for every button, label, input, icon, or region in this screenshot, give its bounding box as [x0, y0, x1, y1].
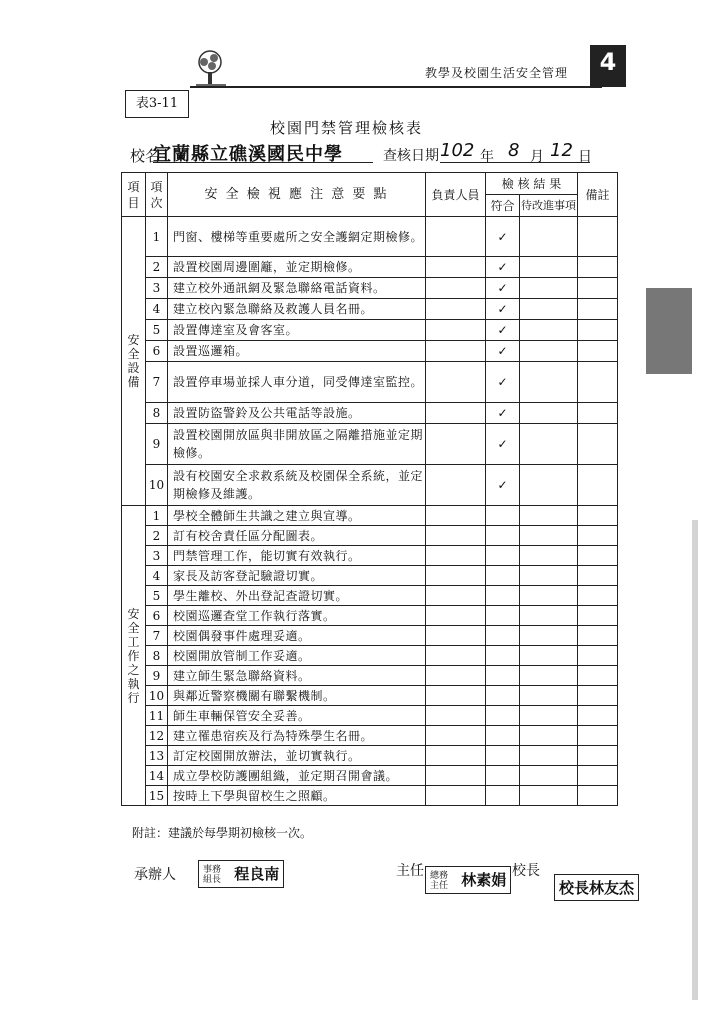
director-name: 林素娟	[461, 871, 507, 889]
pass-mark[interactable]	[486, 686, 520, 706]
table-row	[122, 666, 618, 686]
improve-cell[interactable]	[520, 299, 578, 320]
page-title: 校園門禁管理檢核表	[270, 119, 424, 137]
remark-cell[interactable]	[578, 341, 618, 362]
col-header-no: 項次	[146, 173, 168, 217]
item-number: 7	[146, 626, 168, 646]
item-text: 設置巡邏箱。	[168, 341, 426, 362]
remark-cell[interactable]	[578, 666, 618, 686]
item-text: 設有校園安全求救系統及校園保全系統，並定期檢修及維護。	[168, 465, 426, 506]
improve-cell[interactable]	[520, 465, 578, 506]
remark-cell[interactable]	[578, 257, 618, 278]
item-number: 1	[146, 217, 168, 257]
item-number: 2	[146, 257, 168, 278]
table-row	[122, 766, 618, 786]
responsible-cell[interactable]	[426, 424, 486, 465]
remark-cell[interactable]	[578, 506, 618, 526]
director-label: 主任	[396, 863, 424, 879]
responsible-cell[interactable]	[426, 626, 486, 646]
responsible-cell[interactable]	[426, 341, 486, 362]
responsible-cell[interactable]	[426, 403, 486, 424]
table-row	[122, 217, 618, 257]
remark-cell[interactable]	[578, 726, 618, 746]
date-underline	[440, 162, 590, 163]
item-number: 7	[146, 362, 168, 403]
director-stamp-title: 總務主任	[430, 871, 449, 891]
improve-cell[interactable]	[520, 341, 578, 362]
improve-cell[interactable]	[520, 546, 578, 566]
handler-stamp-title: 事務組長	[203, 865, 222, 885]
item-text: 校園偶發事件處理妥適。	[168, 626, 426, 646]
improve-cell[interactable]	[520, 506, 578, 526]
improve-cell[interactable]	[520, 320, 578, 341]
scan-edge-noise	[692, 520, 698, 1000]
item-text: 設置校園周邊圍籬，並定期檢修。	[168, 257, 426, 278]
item-number: 15	[146, 786, 168, 806]
year-unit: 年	[480, 149, 494, 165]
pass-mark[interactable]	[486, 726, 520, 746]
item-text: 設置校園開放區與非開放區之隔離措施並定期檢修。	[168, 424, 426, 465]
table-row	[122, 586, 618, 606]
table-row	[122, 706, 618, 726]
col-header-remark: 備註	[578, 173, 618, 217]
col-header-improve: 待改進事項	[520, 195, 578, 217]
col-header-responsible: 負責人員	[426, 173, 486, 217]
item-text: 校園巡邏查堂工作執行落實。	[168, 606, 426, 626]
col-header-result: 檢 核 結 果	[486, 173, 578, 195]
improve-cell[interactable]	[520, 403, 578, 424]
table-row	[122, 257, 618, 278]
day-unit: 日	[578, 149, 592, 165]
item-number: 12	[146, 726, 168, 746]
remark-cell[interactable]	[578, 766, 618, 786]
item-text: 建立校內緊急聯絡及救護人員名冊。	[168, 299, 426, 320]
item-text: 建立罹患宿疾及行為特殊學生名冊。	[168, 726, 426, 746]
pass-mark[interactable]: ✓	[486, 257, 520, 278]
improve-cell[interactable]	[520, 666, 578, 686]
item-number: 10	[146, 465, 168, 506]
responsible-cell[interactable]	[426, 465, 486, 506]
improve-cell[interactable]	[520, 278, 578, 299]
item-text: 門窗、樓梯等重要處所之安全護網定期檢修。	[168, 217, 426, 257]
item-number: 13	[146, 746, 168, 766]
pass-mark[interactable]: ✓	[486, 299, 520, 320]
table-row	[122, 506, 618, 526]
improve-cell[interactable]	[520, 686, 578, 706]
side-stamp	[646, 288, 692, 374]
tree-logo-icon	[190, 48, 230, 88]
table-row	[122, 403, 618, 424]
director-stamp	[425, 866, 511, 894]
responsible-cell[interactable]	[426, 746, 486, 766]
improve-cell[interactable]	[520, 606, 578, 626]
pass-mark[interactable]	[486, 606, 520, 626]
item-text: 師生車輛保管安全妥善。	[168, 706, 426, 726]
item-number: 4	[146, 299, 168, 320]
school-label: 校名	[130, 147, 161, 165]
table-row	[122, 786, 618, 806]
item-text: 設置停車場並採人車分道，同受傳達室監控。	[168, 362, 426, 403]
pass-mark[interactable]	[486, 666, 520, 686]
table-row	[122, 341, 618, 362]
pass-mark[interactable]	[486, 626, 520, 646]
item-number: 6	[146, 341, 168, 362]
item-number: 3	[146, 546, 168, 566]
item-number: 5	[146, 320, 168, 341]
handler-label: 承辦人	[134, 867, 176, 883]
item-text: 訂有校舍責任區分配圖表。	[168, 526, 426, 546]
category-cell: 安全工作之執行	[122, 506, 146, 806]
pass-mark[interactable]	[486, 506, 520, 526]
responsible-cell[interactable]	[426, 686, 486, 706]
table-row	[122, 746, 618, 766]
table-row	[122, 546, 618, 566]
remark-cell[interactable]	[578, 626, 618, 646]
item-text: 訂定校園開放辦法，並切實執行。	[168, 746, 426, 766]
improve-cell[interactable]	[520, 586, 578, 606]
improve-cell[interactable]	[520, 726, 578, 746]
remark-cell[interactable]	[578, 566, 618, 586]
responsible-cell[interactable]	[426, 706, 486, 726]
pass-mark[interactable]	[486, 646, 520, 666]
responsible-cell[interactable]	[426, 217, 486, 257]
table-row	[122, 465, 618, 506]
improve-cell[interactable]	[520, 257, 578, 278]
check-date-month: 8	[508, 140, 520, 161]
table-row	[122, 606, 618, 626]
table-row	[122, 726, 618, 746]
remark-cell[interactable]	[578, 526, 618, 546]
item-number: 1	[146, 506, 168, 526]
remark-cell[interactable]	[578, 746, 618, 766]
improve-cell[interactable]	[520, 526, 578, 546]
remark-cell[interactable]	[578, 278, 618, 299]
item-number: 11	[146, 706, 168, 726]
school-underline	[153, 162, 373, 163]
responsible-cell[interactable]	[426, 526, 486, 546]
improve-cell[interactable]	[520, 706, 578, 726]
month-unit: 月	[530, 149, 544, 165]
table-row	[122, 566, 618, 586]
responsible-cell[interactable]	[426, 766, 486, 786]
table-row	[122, 299, 618, 320]
responsible-cell[interactable]	[426, 666, 486, 686]
item-number: 8	[146, 403, 168, 424]
item-text: 按時上下學與留校生之照顧。	[168, 786, 426, 806]
responsible-cell[interactable]	[426, 606, 486, 626]
item-text: 建立師生緊急聯絡資料。	[168, 666, 426, 686]
pass-mark[interactable]: ✓	[486, 424, 520, 465]
item-number: 8	[146, 646, 168, 666]
running-header: 教學及校園生活安全管理	[425, 66, 569, 80]
improve-cell[interactable]	[520, 362, 578, 403]
remark-cell[interactable]	[578, 646, 618, 666]
table-row	[122, 646, 618, 666]
responsible-cell[interactable]	[426, 362, 486, 403]
improve-cell[interactable]	[520, 746, 578, 766]
pass-mark[interactable]	[486, 566, 520, 586]
pass-mark[interactable]	[486, 526, 520, 546]
principal-label: 校長	[512, 863, 540, 879]
remark-cell[interactable]	[578, 686, 618, 706]
item-text: 家長及訪客登記驗證切實。	[168, 566, 426, 586]
col-header-item: 安 全 檢 視 應 注 意 要 點	[168, 173, 426, 217]
category-cell: 安全設備	[122, 217, 146, 506]
check-date-year: 102	[440, 140, 475, 161]
item-text: 門禁管理工作，能切實有效執行。	[168, 546, 426, 566]
table-row	[122, 686, 618, 706]
handler-stamp	[198, 860, 284, 888]
responsible-cell[interactable]	[426, 786, 486, 806]
item-text: 校園開放管制工作妥適。	[168, 646, 426, 666]
item-number: 9	[146, 424, 168, 465]
item-text: 與鄰近警察機關有聯繫機制。	[168, 686, 426, 706]
pass-mark[interactable]	[486, 766, 520, 786]
principal-stamp: 校長林友杰	[554, 874, 639, 901]
table-row	[122, 526, 618, 546]
remark-cell[interactable]	[578, 586, 618, 606]
item-text: 學生離校、外出登記查證切實。	[168, 586, 426, 606]
pass-mark[interactable]	[486, 546, 520, 566]
handler-name: 程良南	[234, 865, 280, 883]
check-date-label: 查核日期	[383, 148, 439, 164]
pass-mark[interactable]: ✓	[486, 341, 520, 362]
item-number: 6	[146, 606, 168, 626]
pass-mark[interactable]	[486, 786, 520, 806]
item-text: 設置防盜警鈴及公共電話等設施。	[168, 403, 426, 424]
table-row	[122, 626, 618, 646]
responsible-cell[interactable]	[426, 546, 486, 566]
pass-mark[interactable]	[486, 746, 520, 766]
responsible-cell[interactable]	[426, 566, 486, 586]
remark-cell[interactable]	[578, 546, 618, 566]
table-row	[122, 362, 618, 403]
item-number: 5	[146, 586, 168, 606]
pass-mark[interactable]: ✓	[486, 403, 520, 424]
checklist-table	[121, 172, 618, 806]
pass-mark[interactable]: ✓	[486, 217, 520, 257]
remark-cell[interactable]	[578, 299, 618, 320]
improve-cell[interactable]	[520, 786, 578, 806]
remark-cell[interactable]	[578, 320, 618, 341]
table-row	[122, 424, 618, 465]
responsible-cell[interactable]	[426, 646, 486, 666]
remark-cell[interactable]	[578, 424, 618, 465]
col-header-pass: 符合	[486, 195, 520, 217]
remark-cell[interactable]	[578, 362, 618, 403]
pass-mark[interactable]: ✓	[486, 465, 520, 506]
remark-cell[interactable]	[578, 706, 618, 726]
check-date-day: 12	[550, 140, 573, 161]
pass-mark[interactable]	[486, 586, 520, 606]
improve-cell[interactable]	[520, 626, 578, 646]
school-name: 宜蘭縣立礁溪國民中學	[153, 144, 343, 165]
item-number: 2	[146, 526, 168, 546]
col-header-category: 項目	[122, 173, 146, 217]
remark-cell[interactable]	[578, 786, 618, 806]
responsible-cell[interactable]	[426, 299, 486, 320]
header-rule	[190, 86, 602, 88]
responsible-cell[interactable]	[426, 257, 486, 278]
table-row	[122, 320, 618, 341]
remark-cell[interactable]	[578, 465, 618, 506]
improve-cell[interactable]	[520, 424, 578, 465]
table-row	[122, 278, 618, 299]
item-number: 9	[146, 666, 168, 686]
item-number: 14	[146, 766, 168, 786]
improve-cell[interactable]	[520, 566, 578, 586]
improve-cell[interactable]	[520, 646, 578, 666]
item-text: 學校全體師生共識之建立與宣導。	[168, 506, 426, 526]
responsible-cell[interactable]	[426, 586, 486, 606]
responsible-cell[interactable]	[426, 320, 486, 341]
form-id: 表3-11	[125, 90, 189, 118]
remark-cell[interactable]	[578, 403, 618, 424]
item-text: 設置傳達室及會客室。	[168, 320, 426, 341]
footnote: 附註：建議於每學期初檢核一次。	[132, 826, 313, 840]
item-text: 成立學校防護團組織，並定期召開會議。	[168, 766, 426, 786]
improve-cell[interactable]	[520, 217, 578, 257]
pass-mark[interactable]: ✓	[486, 278, 520, 299]
item-number: 10	[146, 686, 168, 706]
responsible-cell[interactable]	[426, 726, 486, 746]
remark-cell[interactable]	[578, 606, 618, 626]
remark-cell[interactable]	[578, 217, 618, 257]
chapter-number: 4	[599, 48, 617, 76]
item-text: 建立校外通訊網及緊急聯絡電話資料。	[168, 278, 426, 299]
item-number: 3	[146, 278, 168, 299]
responsible-cell[interactable]	[426, 278, 486, 299]
item-number: 4	[146, 566, 168, 586]
pass-mark[interactable]	[486, 706, 520, 726]
pass-mark[interactable]: ✓	[486, 320, 520, 341]
improve-cell[interactable]	[520, 766, 578, 786]
pass-mark[interactable]: ✓	[486, 362, 520, 403]
responsible-cell[interactable]	[426, 506, 486, 526]
